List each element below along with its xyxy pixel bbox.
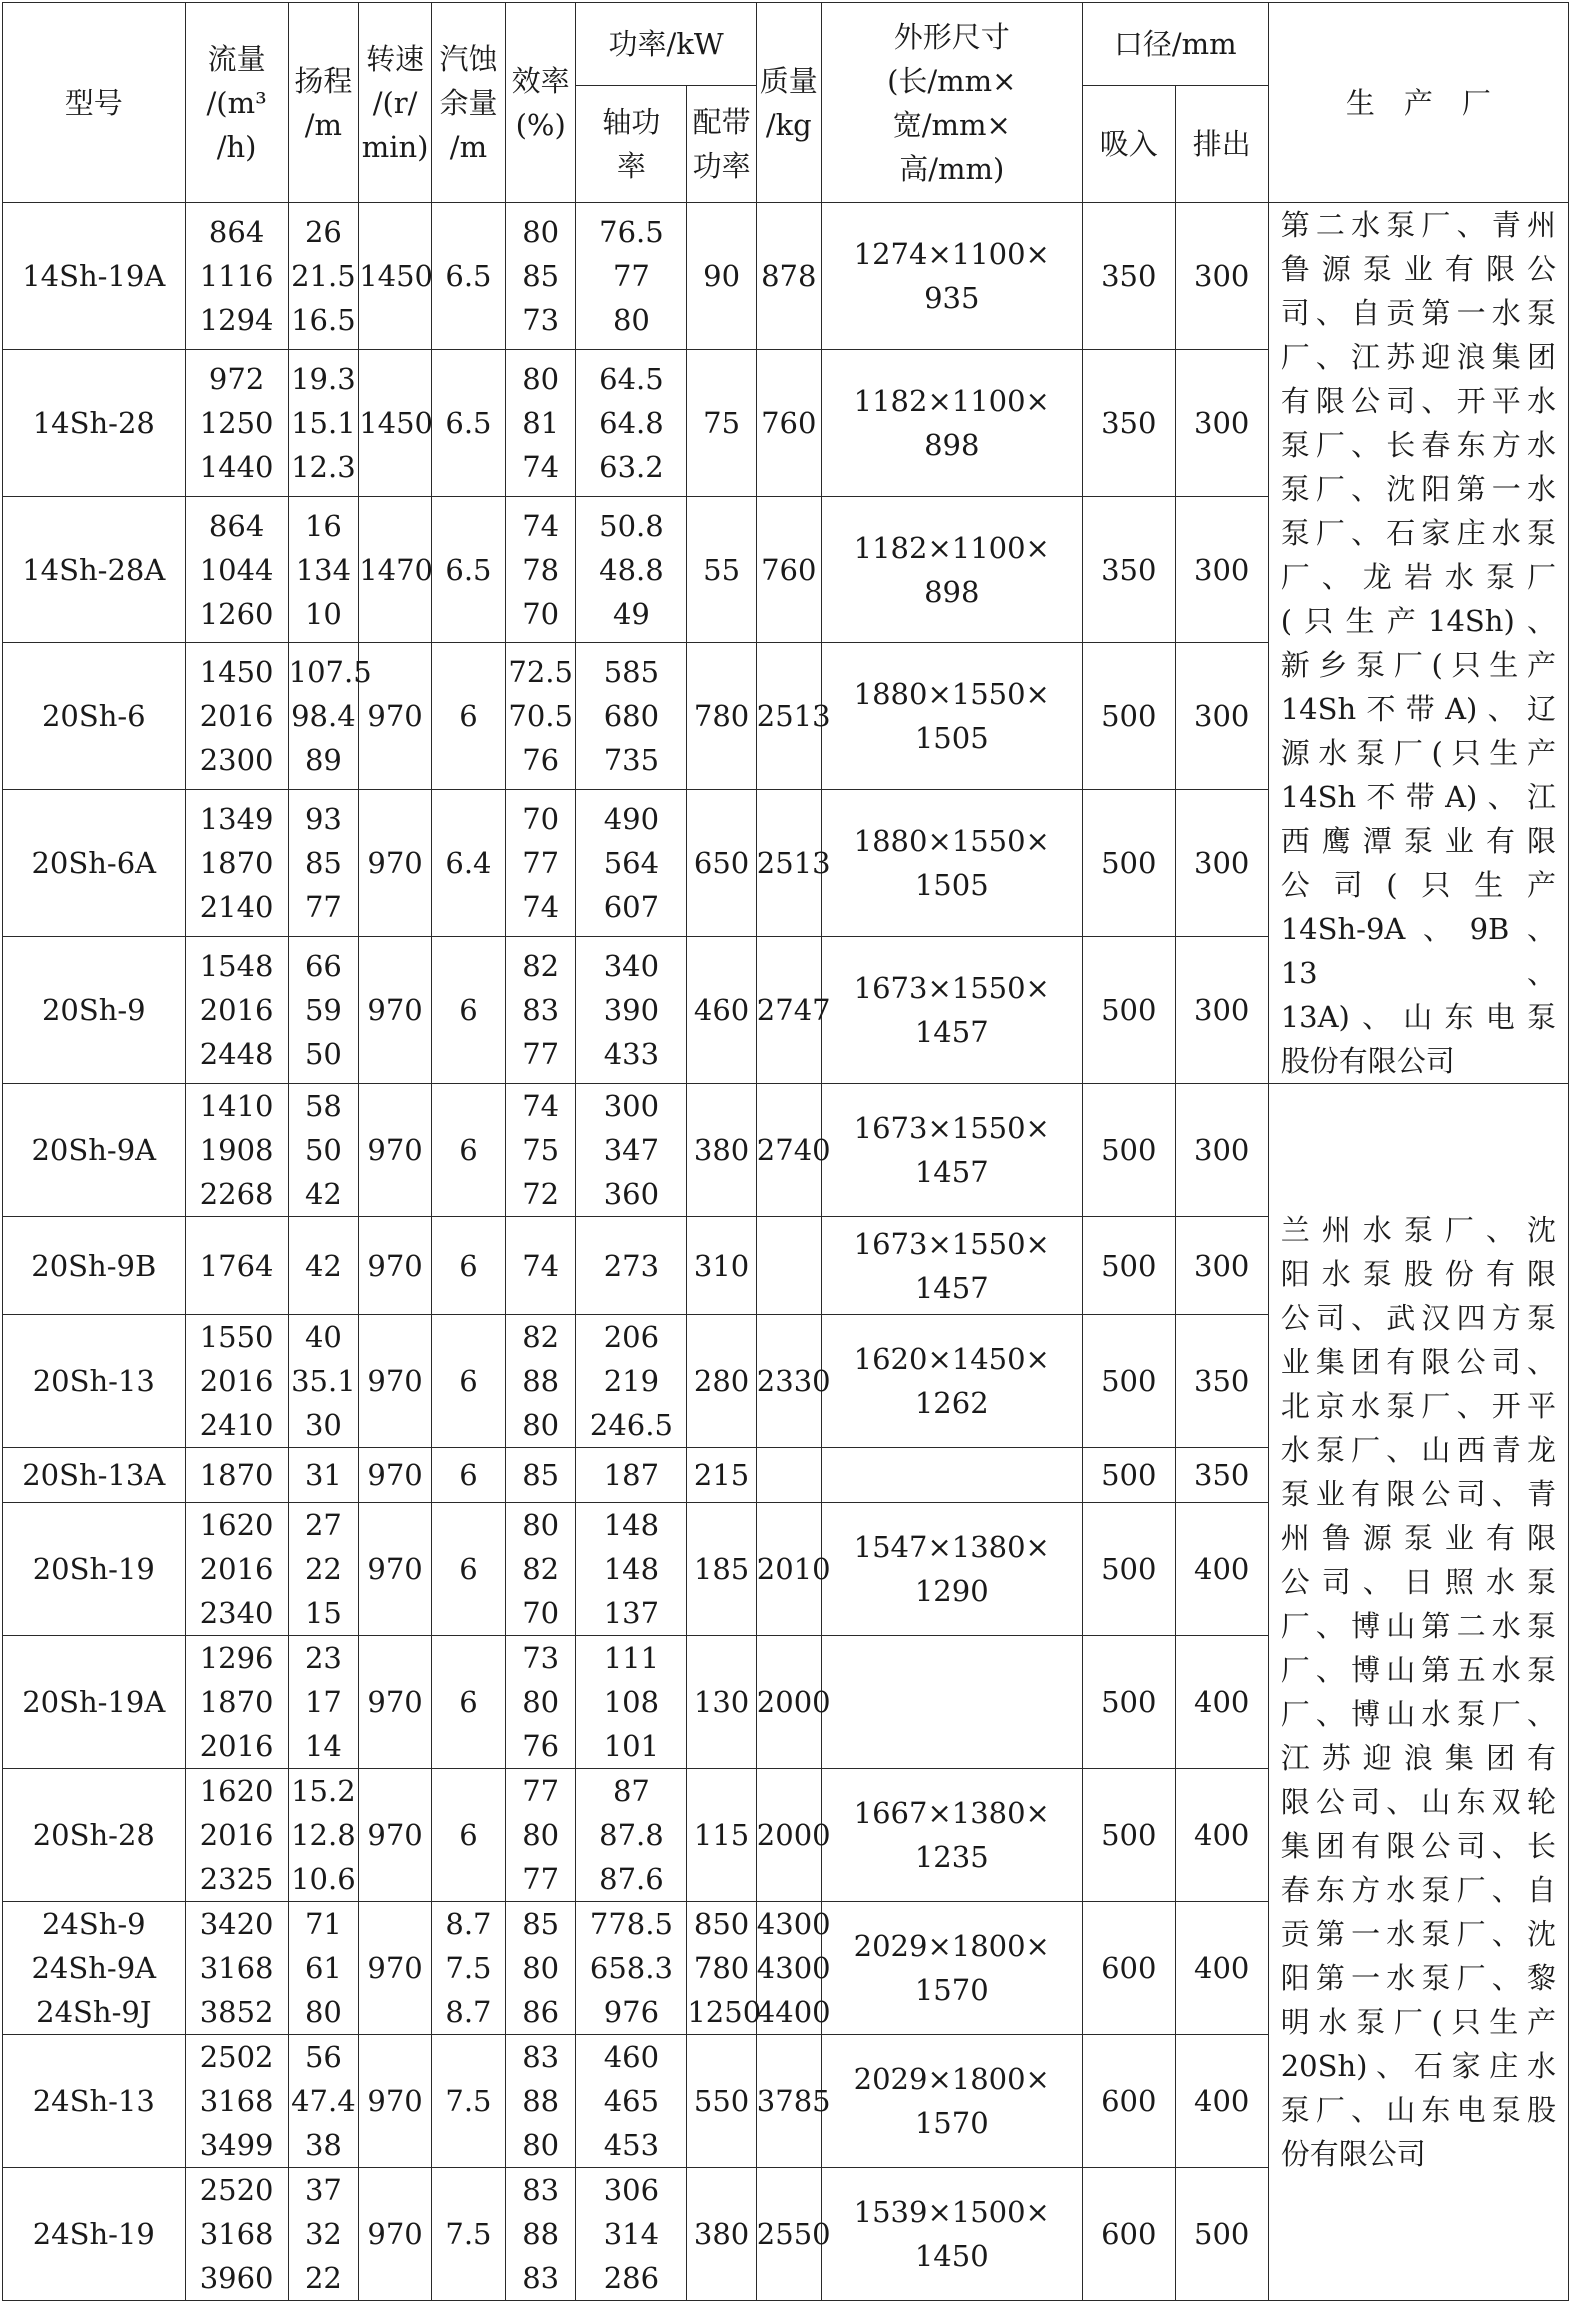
flow-cell: 2502 3168 3499 — [185, 2035, 288, 2168]
mass-cell — [756, 1448, 821, 1503]
manufacturer-line: 阳第一水泵厂、黎 — [1280, 1961, 1556, 1995]
suction-cell: 500 — [1082, 643, 1175, 790]
mass-cell: 2513 — [756, 643, 821, 790]
manufacturer-line: 泵厂、石家庄水泵 — [1280, 516, 1556, 550]
shaft-power-cell: 87 87.8 87.6 — [576, 1769, 687, 1902]
manufacturer-line: 兰州水泵厂、沈 — [1280, 1213, 1556, 1247]
efficiency-cell: 82 83 77 — [505, 937, 576, 1084]
suction-cell: 350 — [1082, 496, 1175, 643]
npsh-cell: 6 — [431, 1636, 505, 1769]
mass-cell — [756, 1217, 821, 1315]
suction-cell: 500 — [1082, 1315, 1175, 1448]
speed-cell: 970 — [359, 1217, 432, 1315]
dimensions-cell: 1667×1380× 1235 — [821, 1769, 1082, 1902]
header-npsh: 汽蚀 余量 /m — [431, 3, 505, 203]
shaft-power-cell: 187 — [576, 1448, 687, 1503]
efficiency-cell: 77 80 77 — [505, 1769, 576, 1902]
manufacturer-line: 限公司、山东双轮 — [1280, 1785, 1556, 1819]
head-cell: 66 59 50 — [288, 937, 359, 1084]
head-cell: 40 35.1 30 — [288, 1315, 359, 1448]
manufacturer-line: 14Sh不带A)、江 — [1280, 780, 1556, 814]
npsh-cell: 7.5 — [431, 2168, 505, 2301]
discharge-cell: 500 — [1175, 2168, 1268, 2301]
model-cell: 24Sh-19 — [3, 2168, 186, 2301]
shaft-power-cell: 76.5 77 80 — [576, 203, 687, 350]
manufacturer-line: 阳水泵股份有限 — [1280, 1257, 1556, 1291]
flow-cell: 3420 3168 3852 — [185, 1902, 288, 2035]
npsh-cell: 6 — [431, 1769, 505, 1902]
shaft-power-cell: 50.8 48.8 49 — [576, 496, 687, 643]
shaft-power-cell: 460 465 453 — [576, 2035, 687, 2168]
dimensions-cell: 1620×1450× 1262 — [821, 1315, 1082, 1448]
manufacturer-line: 公司、日照水泵 — [1280, 1565, 1556, 1599]
flow-cell: 864 1116 1294 — [185, 203, 288, 350]
manufacturer-line: 明水泵厂(只生产 — [1280, 2005, 1556, 2039]
motor-power-cell: 215 — [687, 1448, 756, 1503]
npsh-cell: 6 — [431, 1084, 505, 1217]
shaft-power-cell: 206 219 246.5 — [576, 1315, 687, 1448]
manufacturer-line: 14Sh不带A)、辽 — [1280, 692, 1556, 726]
dimensions-cell: 1673×1550× 1457 — [821, 1217, 1082, 1315]
discharge-cell: 300 — [1175, 349, 1268, 496]
manufacturer-line: 州鲁源泵业有限 — [1280, 1521, 1556, 1555]
manufacturer-line: 贡第一水泵厂、沈 — [1280, 1917, 1556, 1951]
shaft-power-cell: 306 314 286 — [576, 2168, 687, 2301]
model-cell: 20Sh-19A — [3, 1636, 186, 1769]
speed-cell: 1450 — [359, 349, 432, 496]
head-cell: 37 32 22 — [288, 2168, 359, 2301]
manufacturer-line: 业集团有限公司、 — [1280, 1345, 1556, 1379]
manufacturer-cell — [1268, 1084, 1568, 2301]
header-manufacturer: 生 产 厂 — [1268, 3, 1568, 203]
efficiency-cell: 85 — [505, 1448, 576, 1503]
manufacturer-line: 厂、龙岩水泵厂 — [1280, 560, 1556, 594]
efficiency-cell: 85 80 86 — [505, 1902, 576, 2035]
dimensions-cell: 1673×1550× 1457 — [821, 1084, 1082, 1217]
header-shaft-power: 轴功 率 — [576, 86, 687, 203]
header-dimensions: 外形尺寸 (长/mm× 宽/mm× 高/mm) — [821, 3, 1082, 203]
motor-power-cell: 115 — [687, 1769, 756, 1902]
head-cell: 19.3 15.1 12.3 — [288, 349, 359, 496]
model-cell: 20Sh-9B — [3, 1217, 186, 1315]
suction-cell: 500 — [1082, 937, 1175, 1084]
mass-cell: 2010 — [756, 1503, 821, 1636]
discharge-cell: 400 — [1175, 2035, 1268, 2168]
dimensions-cell: 1673×1550× 1457 — [821, 937, 1082, 1084]
shaft-power-cell: 64.5 64.8 63.2 — [576, 349, 687, 496]
mass-cell: 760 — [756, 496, 821, 643]
npsh-cell: 6 — [431, 1315, 505, 1448]
header-head: 扬程 /m — [288, 3, 359, 203]
speed-cell: 970 — [359, 1503, 432, 1636]
mass-cell: 2513 — [756, 790, 821, 937]
npsh-cell: 6 — [431, 643, 505, 790]
shaft-power-cell: 585 680 735 — [576, 643, 687, 790]
mass-cell: 760 — [756, 349, 821, 496]
discharge-cell: 400 — [1175, 1503, 1268, 1636]
manufacturer-line: 泵厂、沈阳第一水 — [1280, 472, 1556, 506]
dimensions-cell: 1880×1550× 1505 — [821, 790, 1082, 937]
header-speed: 转速 /(r/ min) — [359, 3, 432, 203]
shaft-power-cell: 148 148 137 — [576, 1503, 687, 1636]
flow-cell: 1296 1870 2016 — [185, 1636, 288, 1769]
efficiency-cell: 80 85 73 — [505, 203, 576, 350]
discharge-cell: 350 — [1175, 1448, 1268, 1503]
head-cell: 56 47.4 38 — [288, 2035, 359, 2168]
suction-cell: 500 — [1082, 1769, 1175, 1902]
speed-cell: 970 — [359, 1769, 432, 1902]
dimensions-cell — [821, 1636, 1082, 1769]
efficiency-cell: 83 88 80 — [505, 2035, 576, 2168]
header-diameter: 口径/mm — [1082, 3, 1268, 86]
shaft-power-cell: 490 564 607 — [576, 790, 687, 937]
motor-power-cell: 280 — [687, 1315, 756, 1448]
discharge-cell: 300 — [1175, 790, 1268, 937]
discharge-cell: 400 — [1175, 1902, 1268, 2035]
table-body — [3, 203, 1569, 2301]
table-row — [3, 203, 1569, 350]
manufacturer-line: 厂、江苏迎浪集团 — [1280, 340, 1556, 374]
model-cell: 14Sh-28 — [3, 349, 186, 496]
motor-power-cell: 310 — [687, 1217, 756, 1315]
efficiency-cell: 70 77 74 — [505, 790, 576, 937]
motor-power-cell: 650 — [687, 790, 756, 937]
suction-cell: 500 — [1082, 1448, 1175, 1503]
model-cell: 20Sh-19 — [3, 1503, 186, 1636]
dimensions-cell: 1182×1100× 898 — [821, 496, 1082, 643]
manufacturer-line: 源水泵厂(只生产 — [1280, 736, 1556, 770]
discharge-cell: 400 — [1175, 1769, 1268, 1902]
mass-cell: 2000 — [756, 1769, 821, 1902]
motor-power-cell: 380 — [687, 2168, 756, 2301]
head-cell: 93 85 77 — [288, 790, 359, 937]
header-model: 型号 — [3, 3, 186, 203]
manufacturer-line: 泵厂、山东电泵股 — [1280, 2093, 1556, 2127]
efficiency-cell: 74 75 72 — [505, 1084, 576, 1217]
npsh-cell: 6.5 — [431, 496, 505, 643]
dimensions-cell: 2029×1800× 1570 — [821, 1902, 1082, 2035]
npsh-cell: 6.5 — [431, 203, 505, 350]
mass-cell: 4300 4300 4400 — [756, 1902, 821, 2035]
head-cell: 31 — [288, 1448, 359, 1503]
flow-cell: 1450 2016 2300 — [185, 643, 288, 790]
speed-cell: 970 — [359, 1315, 432, 1448]
speed-cell: 970 — [359, 1084, 432, 1217]
motor-power-cell: 75 — [687, 349, 756, 496]
speed-cell: 970 — [359, 1448, 432, 1503]
dimensions-cell: 1539×1500× 1450 — [821, 2168, 1082, 2301]
head-cell: 42 — [288, 1217, 359, 1315]
flow-cell: 972 1250 1440 — [185, 349, 288, 496]
motor-power-cell: 460 — [687, 937, 756, 1084]
flow-cell: 2520 3168 3960 — [185, 2168, 288, 2301]
header-mass: 质量 /kg — [756, 3, 821, 203]
flow-cell: 1410 1908 2268 — [185, 1084, 288, 1217]
suction-cell: 500 — [1082, 1217, 1175, 1315]
model-cell: 20Sh-6 — [3, 643, 186, 790]
manufacturer-cell — [1268, 203, 1568, 1084]
manufacturer-line: (只生产14Sh)、 — [1280, 604, 1556, 638]
discharge-cell: 300 — [1175, 496, 1268, 643]
model-cell: 20Sh-6A — [3, 790, 186, 937]
discharge-cell: 300 — [1175, 937, 1268, 1084]
efficiency-cell: 83 88 83 — [505, 2168, 576, 2301]
model-cell: 14Sh-19A — [3, 203, 186, 350]
suction-cell: 500 — [1082, 1084, 1175, 1217]
header-flow: 流量 /(m³ /h) — [185, 3, 288, 203]
discharge-cell: 400 — [1175, 1636, 1268, 1769]
table-row — [3, 1084, 1569, 1217]
manufacturer-line: 有限公司、开平水 — [1280, 384, 1556, 418]
efficiency-cell: 80 81 74 — [505, 349, 576, 496]
model-cell: 24Sh-9 24Sh-9A 24Sh-9J — [3, 1902, 186, 2035]
speed-cell: 970 — [359, 1636, 432, 1769]
dimensions-cell: 2029×1800× 1570 — [821, 2035, 1082, 2168]
mass-cell: 2740 — [756, 1084, 821, 1217]
head-cell: 26 21.5 16.5 — [288, 203, 359, 350]
manufacturer-line: 鲁源泵业有限公 — [1280, 252, 1556, 286]
speed-cell: 970 — [359, 643, 432, 790]
manufacturer-line: 泵业有限公司、青 — [1280, 1477, 1556, 1511]
head-cell: 23 17 14 — [288, 1636, 359, 1769]
speed-cell: 970 — [359, 2168, 432, 2301]
shaft-power-cell: 778.5 658.3 976 — [576, 1902, 687, 2035]
header-suction: 吸入 — [1082, 86, 1175, 203]
dimensions-cell: 1880×1550× 1505 — [821, 643, 1082, 790]
suction-cell: 500 — [1082, 1503, 1175, 1636]
mass-cell: 2000 — [756, 1636, 821, 1769]
efficiency-cell: 80 82 70 — [505, 1503, 576, 1636]
manufacturer-line: 新乡泵厂(只生产 — [1280, 648, 1556, 682]
head-cell: 58 50 42 — [288, 1084, 359, 1217]
dimensions-cell: 1547×1380× 1290 — [821, 1503, 1082, 1636]
dimensions-cell: 1274×1100× 935 — [821, 203, 1082, 350]
manufacturer-line: 份有限公司 — [1280, 2137, 1426, 2171]
npsh-cell: 6 — [431, 1448, 505, 1503]
header-discharge: 排出 — [1175, 86, 1268, 203]
motor-power-cell: 780 — [687, 643, 756, 790]
flow-cell: 1620 2016 2325 — [185, 1769, 288, 1902]
efficiency-cell: 74 78 70 — [505, 496, 576, 643]
suction-cell: 350 — [1082, 349, 1175, 496]
efficiency-cell: 74 — [505, 1217, 576, 1315]
manufacturer-line: 江苏迎浪集团有 — [1280, 1741, 1556, 1775]
speed-cell: 970 — [359, 790, 432, 937]
mass-cell: 3785 — [756, 2035, 821, 2168]
manufacturer-line: 春东方水泵厂、自 — [1280, 1873, 1556, 1907]
manufacturer-line: 西鹰潭泵业有限 — [1280, 824, 1556, 858]
flow-cell: 1548 2016 2448 — [185, 937, 288, 1084]
npsh-cell: 6 — [431, 1503, 505, 1636]
manufacturer-line: 14Sh-9A、9B、13、 — [1280, 912, 1556, 990]
manufacturer-line: 集团有限公司、长 — [1280, 1829, 1556, 1863]
flow-cell: 1349 1870 2140 — [185, 790, 288, 937]
mass-cell: 2330 — [756, 1315, 821, 1448]
head-cell: 15.2 12.8 10.6 — [288, 1769, 359, 1902]
model-cell: 20Sh-13A — [3, 1448, 186, 1503]
motor-power-cell: 850 780 1250 — [687, 1902, 756, 2035]
motor-power-cell: 90 — [687, 203, 756, 350]
suction-cell: 350 — [1082, 203, 1175, 350]
model-cell: 20Sh-9A — [3, 1084, 186, 1217]
manufacturer-line: 厂、博山水泵厂、 — [1280, 1697, 1556, 1731]
npsh-cell: 6.5 — [431, 349, 505, 496]
head-cell: 27 22 15 — [288, 1503, 359, 1636]
header-motor-power: 配带 功率 — [687, 86, 756, 203]
head-cell: 71 61 80 — [288, 1902, 359, 2035]
motor-power-cell: 55 — [687, 496, 756, 643]
suction-cell: 600 — [1082, 1902, 1175, 2035]
discharge-cell: 350 — [1175, 1315, 1268, 1448]
motor-power-cell: 380 — [687, 1084, 756, 1217]
suction-cell: 500 — [1082, 1636, 1175, 1769]
shaft-power-cell: 273 — [576, 1217, 687, 1315]
efficiency-cell: 73 80 76 — [505, 1636, 576, 1769]
suction-cell: 600 — [1082, 2035, 1175, 2168]
motor-power-cell: 130 — [687, 1636, 756, 1769]
shaft-power-cell: 300 347 360 — [576, 1084, 687, 1217]
manufacturer-line: 水泵厂、山西青龙 — [1280, 1433, 1556, 1467]
npsh-cell: 6 — [431, 937, 505, 1084]
model-cell: 20Sh-13 — [3, 1315, 186, 1448]
manufacturer-line: 泵厂、长春东方水 — [1280, 428, 1556, 462]
mass-cell: 2550 — [756, 2168, 821, 2301]
suction-cell: 500 — [1082, 790, 1175, 937]
pump-spec-table — [2, 2, 1569, 2301]
discharge-cell: 300 — [1175, 1084, 1268, 1217]
manufacturer-line: 厂、博山第二水泵 — [1280, 1609, 1556, 1643]
flow-cell: 864 1044 1260 — [185, 496, 288, 643]
shaft-power-cell: 340 390 433 — [576, 937, 687, 1084]
head-cell: 16 134 10 — [288, 496, 359, 643]
shaft-power-cell: 111 108 101 — [576, 1636, 687, 1769]
npsh-cell: 6.4 — [431, 790, 505, 937]
dimensions-cell — [821, 1448, 1082, 1503]
npsh-cell: 7.5 — [431, 2035, 505, 2168]
manufacturer-line: 13A)、山东电泵 — [1280, 1000, 1556, 1034]
model-cell: 14Sh-28A — [3, 496, 186, 643]
motor-power-cell: 550 — [687, 2035, 756, 2168]
manufacturer-line: 公司、武汉四方泵 — [1280, 1301, 1556, 1335]
discharge-cell: 300 — [1175, 203, 1268, 350]
npsh-cell: 6 — [431, 1217, 505, 1315]
flow-cell: 1870 — [185, 1448, 288, 1503]
manufacturer-line: 第二水泵厂、青州 — [1280, 208, 1556, 242]
discharge-cell: 300 — [1175, 1217, 1268, 1315]
speed-cell: 1450 — [359, 203, 432, 350]
manufacturer-line: 股份有限公司 — [1280, 1044, 1455, 1078]
speed-cell: 970 — [359, 937, 432, 1084]
npsh-cell: 8.7 7.5 8.7 — [431, 1902, 505, 2035]
flow-cell: 1550 2016 2410 — [185, 1315, 288, 1448]
efficiency-cell: 82 88 80 — [505, 1315, 576, 1448]
efficiency-cell: 72.5 70.5 76 — [505, 643, 576, 790]
suction-cell: 600 — [1082, 2168, 1175, 2301]
speed-cell: 970 — [359, 1902, 432, 2035]
mass-cell: 878 — [756, 203, 821, 350]
model-cell: 20Sh-9 — [3, 937, 186, 1084]
speed-cell: 1470 — [359, 496, 432, 643]
head-cell: 107.5 98.4 89 — [288, 643, 359, 790]
mass-cell: 2747 — [756, 937, 821, 1084]
header-efficiency: 效率 (%) — [505, 3, 576, 203]
manufacturer-line: 厂、博山第五水泵 — [1280, 1653, 1556, 1687]
manufacturer-line: 北京水泵厂、开平 — [1280, 1389, 1556, 1423]
model-cell: 24Sh-13 — [3, 2035, 186, 2168]
flow-cell: 1620 2016 2340 — [185, 1503, 288, 1636]
speed-cell: 970 — [359, 2035, 432, 2168]
discharge-cell: 300 — [1175, 643, 1268, 790]
model-cell: 20Sh-28 — [3, 1769, 186, 1902]
header-power: 功率/kW — [576, 3, 756, 86]
flow-cell: 1764 — [185, 1217, 288, 1315]
manufacturer-line: 20Sh)、石家庄水 — [1280, 2049, 1556, 2083]
motor-power-cell: 185 — [687, 1503, 756, 1636]
manufacturer-line: 司、自贡第一水泵 — [1280, 296, 1556, 330]
manufacturer-line: 公司(只生产 — [1280, 868, 1556, 902]
dimensions-cell: 1182×1100× 898 — [821, 349, 1082, 496]
